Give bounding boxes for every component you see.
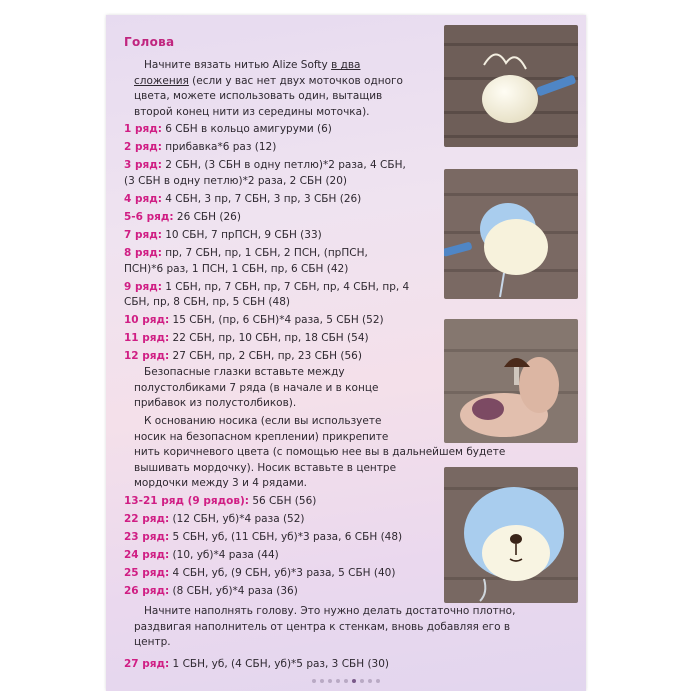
pattern-row (124, 349, 362, 365)
carousel-dot[interactable] (320, 679, 324, 683)
text-span: (если у вас нет двух моточков одного (188, 74, 403, 87)
white-ball-crochet-photo (444, 25, 578, 147)
pattern-row-continued (124, 174, 347, 190)
text-span: 1 СБН, уб, (4 СБН, уб)*5 раз, 3 СБН (30) (169, 657, 390, 670)
eyes-instruction-line (134, 396, 296, 412)
text-span: второй конец нити из середины моточка). (134, 105, 370, 118)
pattern-row (124, 246, 368, 262)
carousel-dot[interactable] (312, 679, 316, 683)
nose-instruction-line (134, 476, 307, 492)
text-span: Начните наполнять голову. Это нужно делать достаточно плотно, (144, 605, 516, 617)
safety-eye-fingers-photo (444, 319, 578, 443)
text-span: вышивать мордочку). Носик вставьте в центре (134, 461, 397, 474)
row-label: 5-6 ряд: (124, 211, 174, 223)
row-label: 22 ряд: (124, 513, 170, 525)
carousel-dot[interactable] (344, 679, 348, 683)
text-span: носик на безопасном креплении) прикрепите (134, 430, 389, 443)
pattern-row (124, 158, 406, 174)
text-span: 22 СБН, пр, 10 СБН, пр, 18 СБН (54) (169, 332, 369, 345)
text-span: нить коричневого цвета (с помощью нее вы в дальнейшем будете (134, 446, 506, 459)
text-span: ПСН)*6 раз, 1 ПСН, 1 СБН, пр, 6 СБН (42) (124, 262, 349, 275)
carousel-dot[interactable] (368, 679, 372, 683)
text-span: 56 СБН (56) (249, 495, 317, 507)
text-span: 5 СБН, уб, (11 СБН, уб)*3 раза, 6 СБН (48) (169, 531, 403, 543)
pattern-row (124, 512, 305, 528)
stuffing-instruction-line (134, 620, 510, 636)
text-span: (10, уб)*4 раза (44) (169, 549, 279, 561)
text-span: цвета, можете использовать один, вытащив (134, 90, 383, 103)
text-span: 2 СБН, (3 СБН в одну петлю)*2 раза, 4 СБН, (161, 159, 406, 172)
text-span: Начните вязать нитью Alize Softy (144, 59, 332, 71)
text-span: прибавок из полустолбиков). (134, 397, 297, 410)
intro-line (144, 58, 361, 74)
pattern-row (124, 548, 279, 564)
pattern-row (124, 494, 316, 510)
text-span: 4 СБН, уб, (9 СБН, уб)*3 раза, 5 СБН (40) (169, 567, 396, 579)
pattern-row (124, 331, 369, 347)
pattern-row (124, 313, 384, 329)
row-label: 24 ряд: (124, 549, 170, 561)
pattern-row (124, 280, 409, 296)
text-span: центр. (134, 636, 171, 649)
bear-face-nose-photo (444, 467, 578, 603)
row-label: 12 ряд: (124, 350, 170, 363)
text-span: К основанию носика (если вы используете (144, 415, 382, 427)
pattern-row (124, 122, 332, 138)
stuffing-instruction-line (134, 635, 171, 651)
row-label: 8 ряд: (124, 247, 162, 259)
text-span: пр, 7 СБН, пр, 1 СБН, 2 ПСН, (прПСН, (161, 247, 368, 259)
intro-line (134, 89, 382, 105)
row-label: 10 ряд: (124, 314, 170, 327)
text-span: 26 СБН (26) (173, 211, 241, 223)
intro-line (134, 74, 403, 90)
eyes-instruction-line (134, 381, 378, 397)
row-label: 3 ряд: (124, 159, 162, 172)
text-span: прибавка*6 раз (12) (161, 141, 277, 154)
row-label: 23 ряд: (124, 531, 170, 543)
pattern-page (106, 15, 586, 691)
text-span: 6 СБН в кольцо амигуруми (6) (161, 123, 332, 136)
nose-instruction-line (134, 430, 388, 446)
text-span: 1 СБН, пр, 7 СБН, пр, 7 СБН, пр, 4 СБН, пр, 4 (161, 280, 410, 293)
pattern-row (124, 140, 276, 156)
pattern-row (124, 228, 322, 244)
text-span: мордочки между 3 и 4 рядами. (134, 477, 308, 490)
carousel-dot[interactable] (328, 679, 332, 683)
carousel-dot[interactable] (376, 679, 380, 683)
row-label: 25 ряд: (124, 567, 170, 579)
text-span: полустолбиками 7 ряда (в начале и в конце (134, 381, 379, 394)
text-span: (8 СБН, уб)*4 раза (36) (169, 585, 298, 597)
row-label: 1 ряд: (124, 123, 162, 136)
eyes-instruction-line (144, 365, 345, 381)
text-span: 4 СБН, 3 пр, 7 СБН, 3 пр, 3 СБН (26) (161, 193, 362, 205)
stuffing-instruction-line (144, 604, 515, 620)
underlined-text: сложения (134, 74, 189, 87)
text-span: 27 СБН, пр, 2 СБН, пр, 23 СБН (56) (169, 350, 362, 363)
pattern-row-continued (124, 295, 290, 311)
row-label: 4 ряд: (124, 193, 162, 205)
row-label: 2 ряд: (124, 141, 162, 154)
pattern-row (124, 530, 402, 546)
page-title: Голова (124, 35, 175, 49)
text-span: Безопасные глазки вставьте между (144, 366, 345, 379)
text-span: (3 СБН в одну петлю)*2 раза, 2 СБН (20) (124, 175, 347, 187)
row-label: 13-21 ряд (9 рядов): (124, 495, 249, 507)
text-span: СБН, пр, 8 СБН, пр, 5 СБН (48) (124, 296, 290, 309)
text-span: 15 СБН, (пр, 6 СБН)*4 раза, 5 СБН (52) (169, 314, 384, 327)
row-label: 7 ряд: (124, 229, 162, 241)
carousel-dots (106, 668, 586, 687)
underlined-text: в два (331, 59, 361, 71)
text-span: (12 СБН, уб)*4 раза (52) (169, 513, 305, 525)
blue-white-head-crochet-photo (444, 169, 578, 299)
nose-instruction-line (144, 414, 381, 430)
intro-line (134, 105, 370, 121)
nose-instruction-line (134, 445, 505, 461)
carousel-dot[interactable] (336, 679, 340, 683)
row-label: 27 ряд: (124, 657, 170, 670)
text-span: раздвигая наполнитель от центра к стенкам, вновь добавляя его в (134, 620, 511, 633)
nose-instruction-line (134, 461, 396, 477)
carousel-dot[interactable] (352, 679, 356, 683)
row-label: 11 ряд: (124, 332, 170, 345)
pattern-row (124, 192, 361, 208)
pattern-row-continued (124, 262, 348, 278)
pattern-row (124, 584, 298, 600)
carousel-dot[interactable] (360, 679, 364, 683)
row-label: 26 ряд: (124, 585, 170, 597)
row-label: 9 ряд: (124, 280, 162, 293)
pattern-row (124, 566, 395, 582)
pattern-row (124, 210, 241, 226)
text-span: 10 СБН, 7 прПСН, 9 СБН (33) (161, 229, 322, 241)
